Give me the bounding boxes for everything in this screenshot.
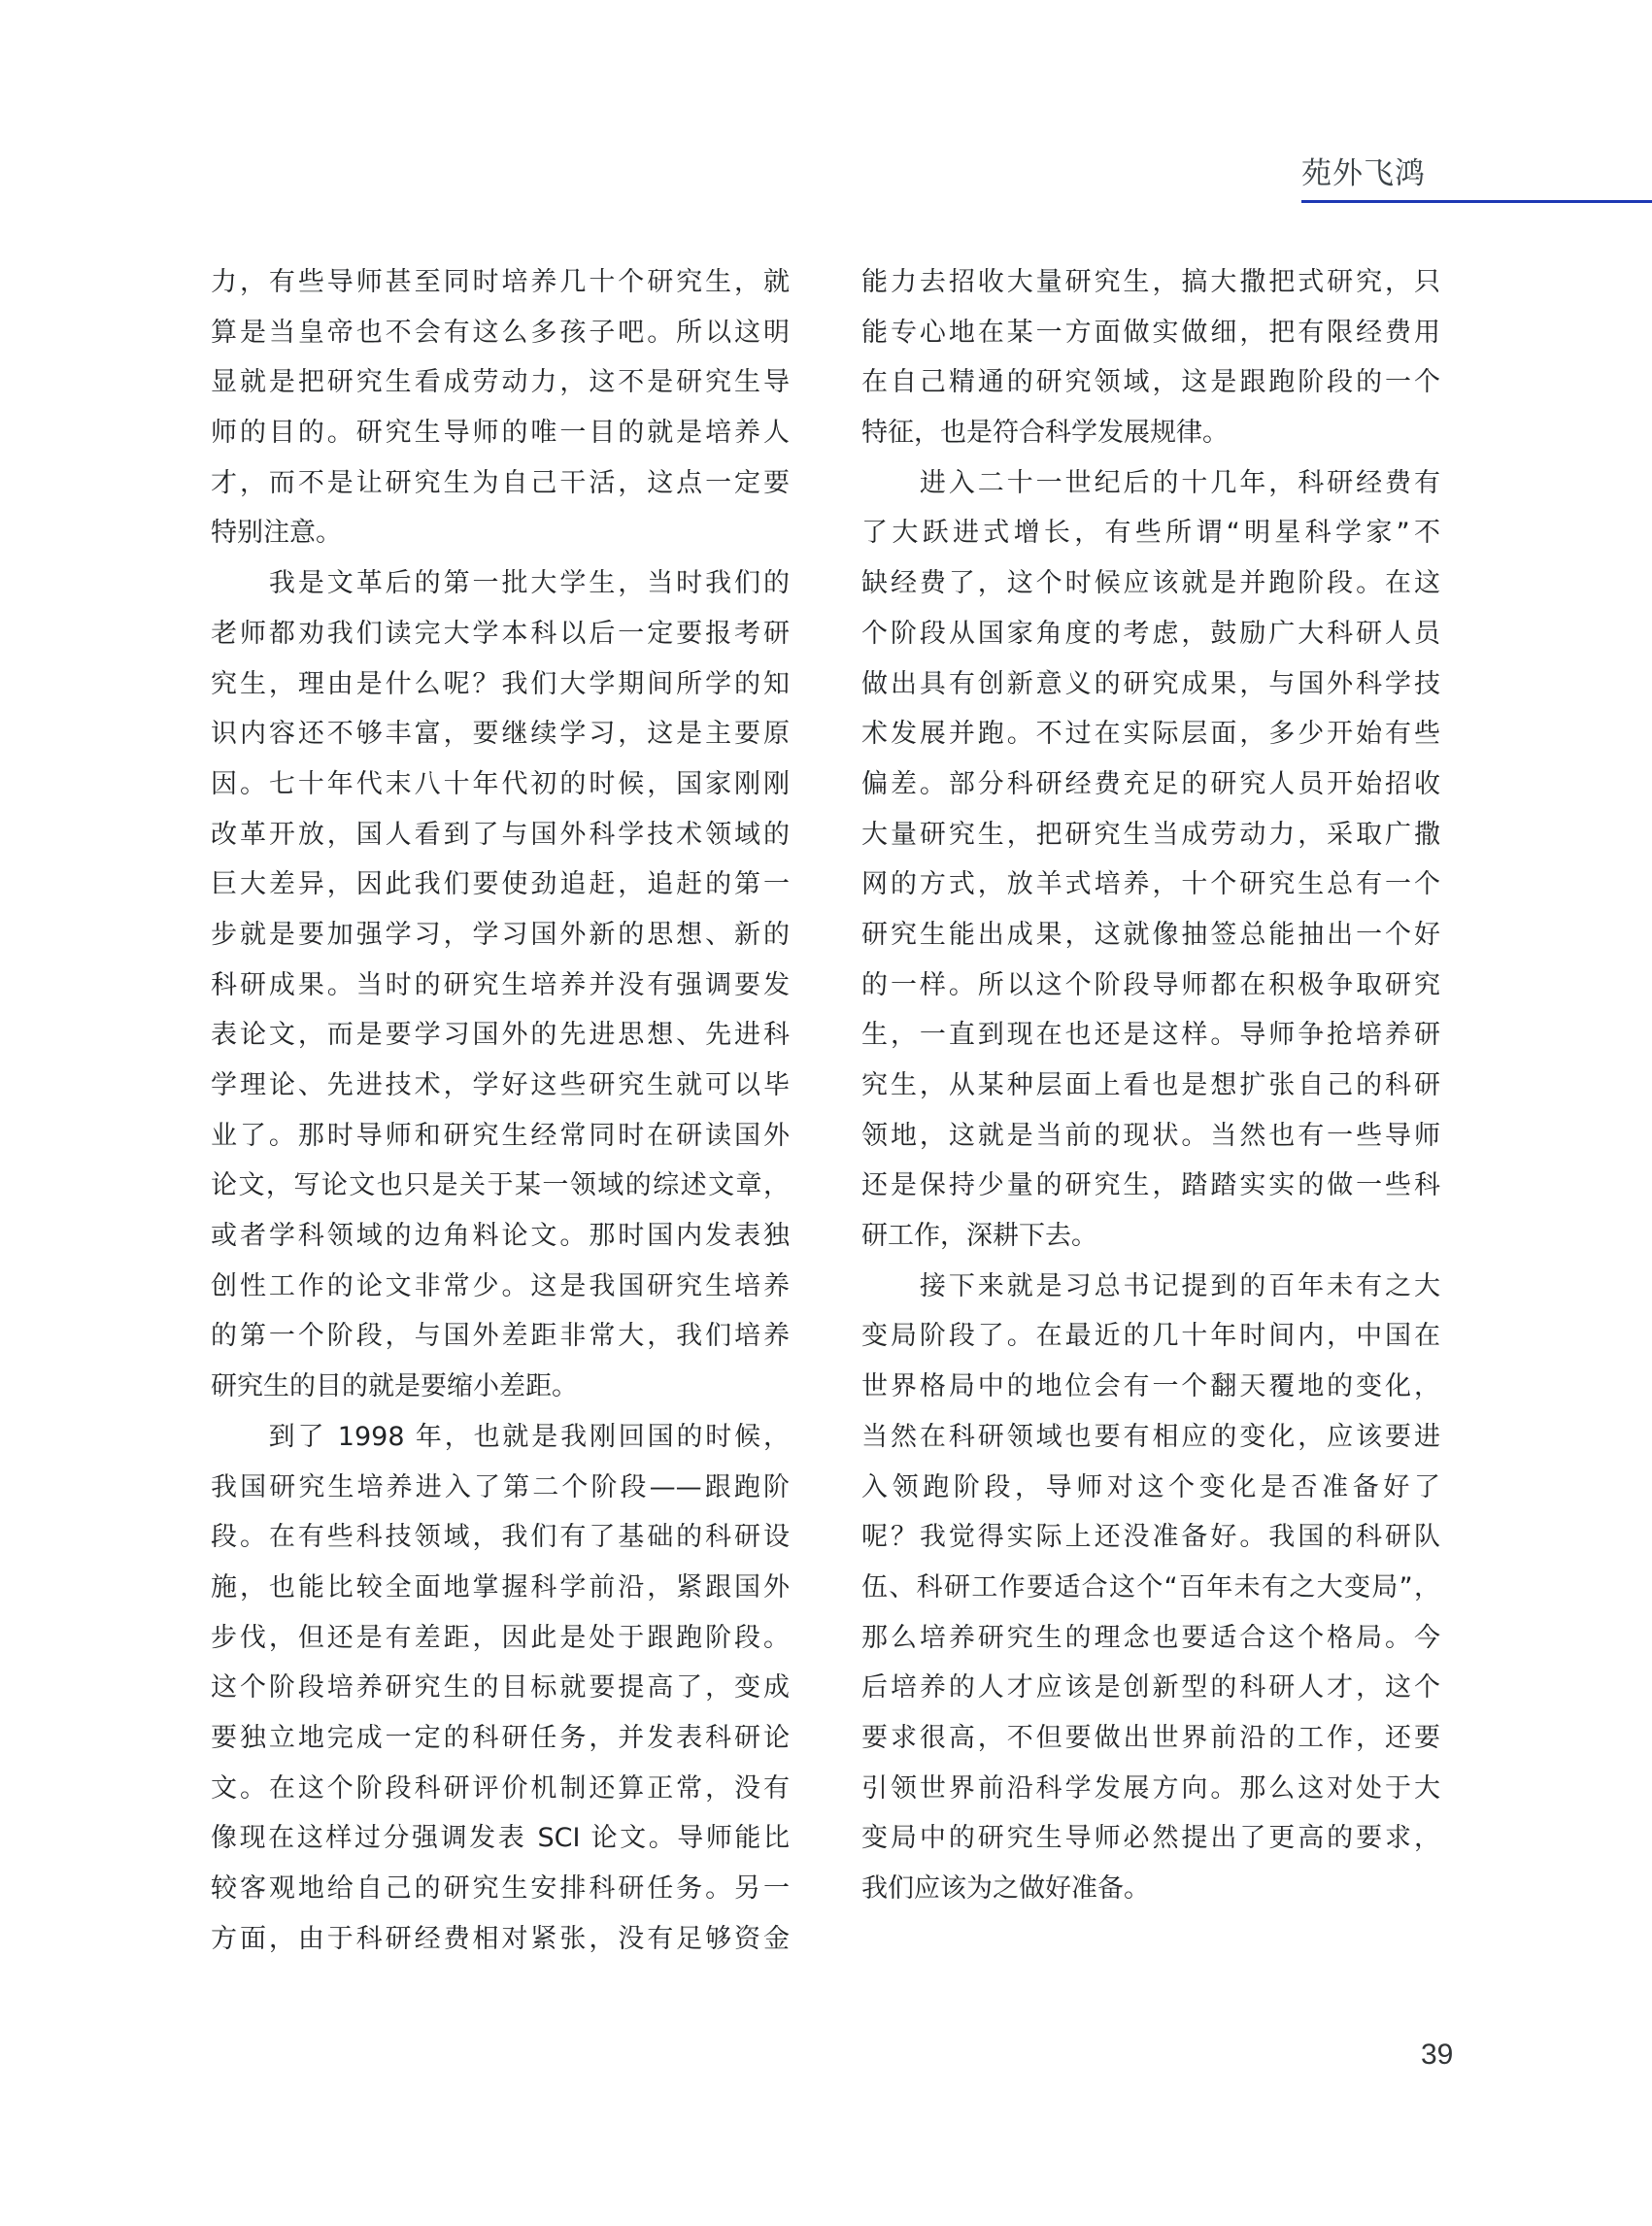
text-line: 做出具有创新意义的研究成果，与国外科学技 xyxy=(861,668,1440,699)
text-line: 或者学科领域的边角料论文。那时国内发表独 xyxy=(211,1221,790,1252)
text-line: 我国研究生培养进入了第二个阶段——跟跑阶 xyxy=(211,1471,790,1502)
text-line: 能力去招收大量研究生，搞大撒把式研究，只 xyxy=(861,267,1440,297)
text-line: 个阶段从国家角度的考虑，鼓励广大科研人员 xyxy=(861,618,1440,649)
text-line: 表论文，而是要学习国外的先进思想、先进科 xyxy=(211,1020,790,1051)
text-line: 伍、科研工作要适合这个“百年未有之大变局”， xyxy=(861,1571,1440,1602)
text-line: 进入二十一世纪后的十几年，科研经费有 xyxy=(861,467,1440,498)
text-line: 较客观地给自己的研究生安排科研任务。另一 xyxy=(211,1873,790,1904)
text-line: 业了。那时导师和研究生经常同时在研读国外 xyxy=(211,1120,790,1151)
text-line: 特征，也是符合科学发展规律。 xyxy=(861,418,1229,449)
text-line: 能专心地在某一方面做实做细，把有限经费用 xyxy=(861,317,1440,348)
text-line: 了大跃进式增长，有些所谓“明星科学家”不 xyxy=(861,518,1440,549)
text-line: 变局阶段了。在最近的几十年时间内，中国在 xyxy=(861,1321,1440,1352)
text-line: 这个阶段培养研究生的目标就要提高了，变成 xyxy=(211,1672,790,1703)
text-line: 改革开放，国人看到了与国外科学技术领域的 xyxy=(211,819,790,850)
text-line: 接下来就是习总书记提到的百年未有之大 xyxy=(861,1270,1440,1301)
text-line: 的第一个阶段，与国外差距非常大，我们培养 xyxy=(211,1321,790,1352)
text-line: 到了 1998 年，也就是我刚回国的时候， xyxy=(211,1421,790,1452)
header-rule-line xyxy=(1301,200,1652,203)
text-line: 缺经费了，这个时候应该就是并跑阶段。在这 xyxy=(861,568,1440,599)
text-line: 步伐，但还是有差距，因此是处于跟跑阶段。 xyxy=(211,1622,790,1653)
section-header-title: 苑外飞鸿 xyxy=(1301,156,1426,191)
text-line: 巨大差异，因此我们要使劲追赶，追赶的第一 xyxy=(211,869,790,900)
text-line: 显就是把研究生看成劳动力，这不是研究生导 xyxy=(211,367,790,398)
text-line: 算是当皇帝也不会有这么多孩子吧。所以这明 xyxy=(211,317,790,348)
text-line: 才，而不是让研究生为自己干活，这点一定要 xyxy=(211,467,790,498)
text-line: 呢？我觉得实际上还没准备好。我国的科研队 xyxy=(861,1522,1440,1553)
text-line: 变局中的研究生导师必然提出了更高的要求， xyxy=(861,1823,1440,1854)
text-line: 还是保持少量的研究生，踏踏实实的做一些科 xyxy=(861,1170,1440,1201)
text-line: 施，也能比较全面地掌握科学前沿，紧跟国外 xyxy=(211,1571,790,1602)
text-line: 究生，理由是什么呢？我们大学期间所学的知 xyxy=(211,668,790,699)
text-line: 特别注意。 xyxy=(211,518,342,549)
text-line: 世界格局中的地位会有一个翻天覆地的变化， xyxy=(861,1371,1440,1402)
text-line: 当然在科研领域也要有相应的变化，应该要进 xyxy=(861,1421,1440,1452)
text-line: 引领世界前沿科学发展方向。那么这对处于大 xyxy=(861,1772,1440,1804)
text-line: 后培养的人才应该是创新型的科研人才，这个 xyxy=(861,1672,1440,1703)
text-line: 研究生能出成果，这就像抽签总能抽出一个好 xyxy=(861,919,1440,950)
text-line: 要求很高，不但要做出世界前沿的工作，还要 xyxy=(861,1722,1440,1753)
text-line: 要独立地完成一定的科研任务，并发表科研论 xyxy=(211,1722,790,1753)
text-line: 老师都劝我们读完大学本科以后一定要报考研 xyxy=(211,618,790,649)
text-line: 网的方式，放羊式培养，十个研究生总有一个 xyxy=(861,869,1440,900)
text-line: 大量研究生，把研究生当成劳动力，采取广撒 xyxy=(861,819,1440,850)
text-line: 师的目的。研究生导师的唯一目的就是培养人 xyxy=(211,418,790,449)
text-line: 文。在这个阶段科研评价机制还算正常，没有 xyxy=(211,1772,790,1804)
text-line: 科研成果。当时的研究生培养并没有强调要发 xyxy=(211,969,790,1000)
text-line: 步就是要加强学习，学习国外新的思想、新的 xyxy=(211,919,790,950)
text-column-right xyxy=(861,257,1440,1914)
text-line: 学理论、先进技术，学好这些研究生就可以毕 xyxy=(211,1070,790,1100)
text-line: 入领跑阶段，导师对这个变化是否准备好了 xyxy=(861,1471,1440,1502)
text-line: 像现在这样过分强调发表 SCI 论文。导师能比 xyxy=(211,1823,790,1854)
text-line: 的一样。所以这个阶段导师都在积极争取研究 xyxy=(861,969,1440,1000)
text-line: 力，有些导师甚至同时培养几十个研究生，就 xyxy=(211,267,790,297)
text-line: 创性工作的论文非常少。这是我国研究生培养 xyxy=(211,1270,790,1301)
text-line: 生，一直到现在也还是这样。导师争抢培养研 xyxy=(861,1020,1440,1051)
text-line: 研究生的目的就是要缩小差距。 xyxy=(211,1371,578,1402)
page-number: 39 xyxy=(1421,2039,1454,2071)
text-column-left xyxy=(211,257,790,1964)
text-line: 方面，由于科研经费相对紧张，没有足够资金 xyxy=(211,1923,790,1954)
text-line: 因。七十年代末八十年代初的时候，国家刚刚 xyxy=(211,768,790,799)
text-line: 我们应该为之做好准备。 xyxy=(861,1873,1150,1904)
text-line: 研工作，深耕下去。 xyxy=(861,1221,1097,1252)
text-line: 偏差。部分科研经费充足的研究人员开始招收 xyxy=(861,768,1440,799)
text-line: 那么培养研究生的理念也要适合这个格局。今 xyxy=(861,1622,1440,1653)
text-line: 究生，从某种层面上看也是想扩张自己的科研 xyxy=(861,1070,1440,1100)
text-line: 识内容还不够丰富，要继续学习，这是主要原 xyxy=(211,719,790,750)
text-line: 论文，写论文也只是关于某一领域的综述文章， xyxy=(211,1170,790,1201)
text-line: 在自己精通的研究领域，这是跟跑阶段的一个 xyxy=(861,367,1440,398)
text-line: 术发展并跑。不过在实际层面，多少开始有些 xyxy=(861,719,1440,750)
text-line: 我是文革后的第一批大学生，当时我们的 xyxy=(211,568,790,599)
text-line: 段。在有些科技领域，我们有了基础的科研设 xyxy=(211,1522,790,1553)
text-line: 领地，这就是当前的现状。当然也有一些导师 xyxy=(861,1120,1440,1151)
